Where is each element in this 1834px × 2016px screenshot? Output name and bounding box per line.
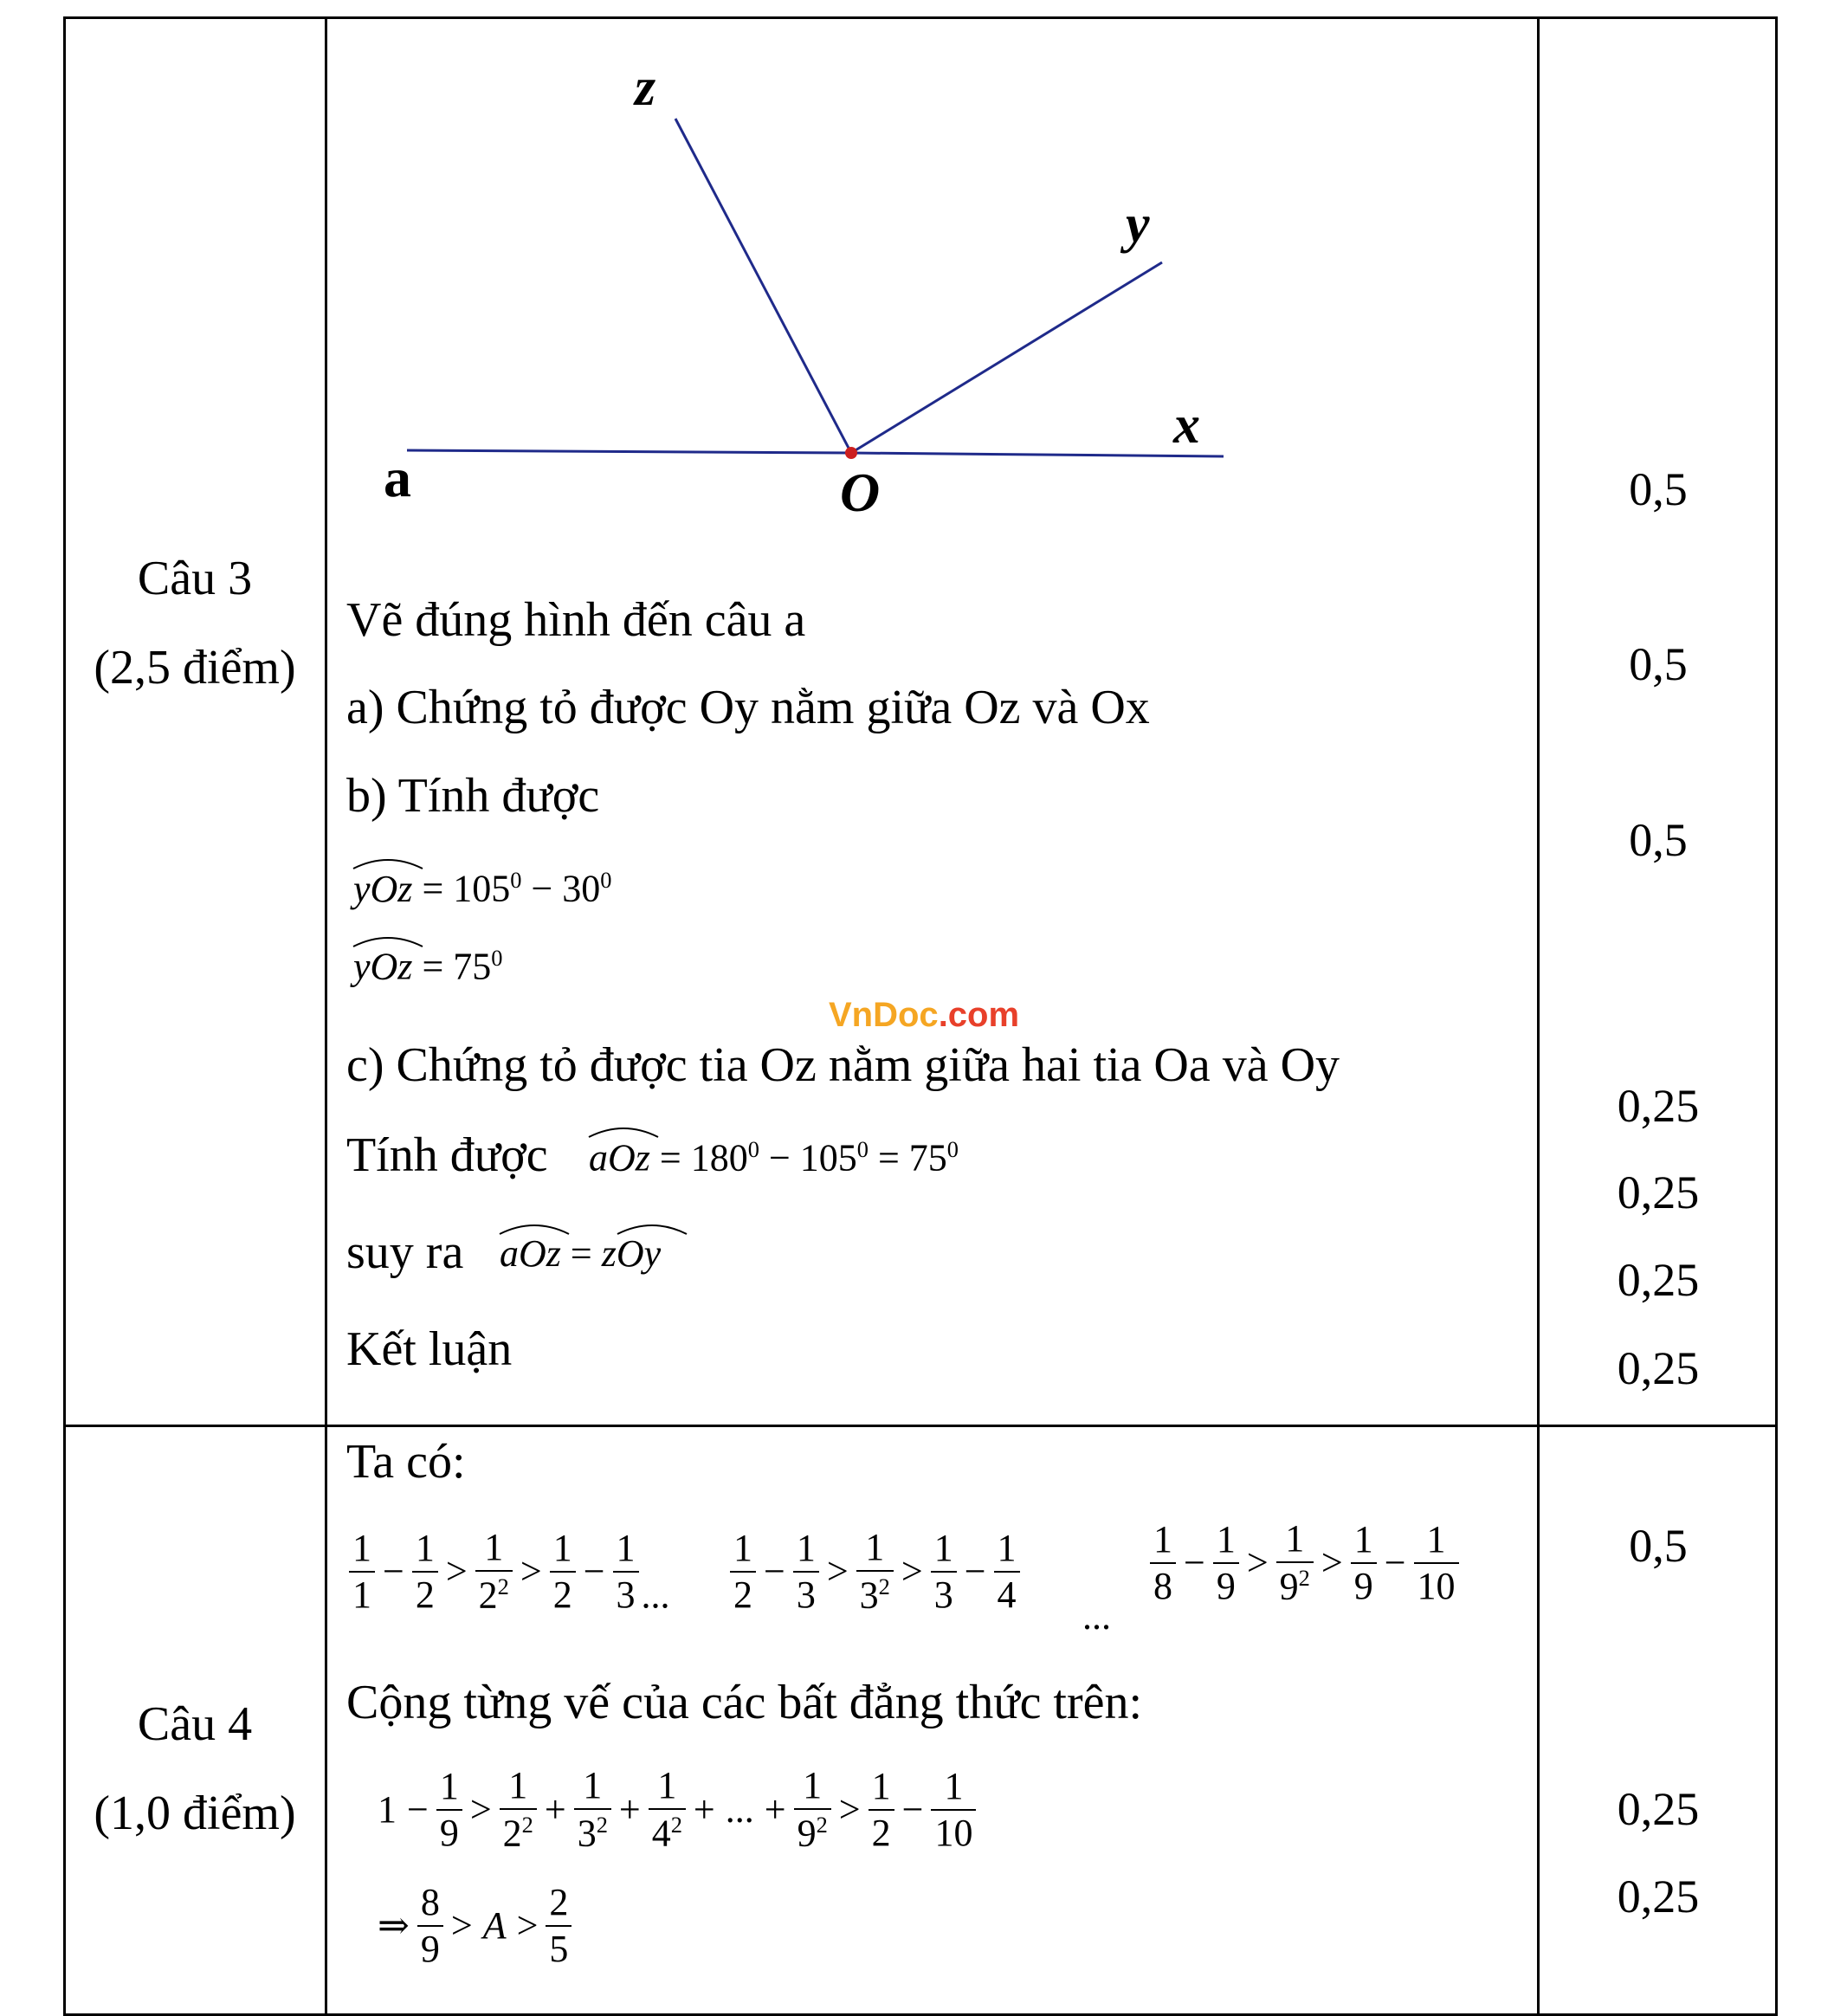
q3-calc-prefix: Tính được xyxy=(346,1128,548,1182)
eq2-angle: yOz xyxy=(353,945,413,988)
watermark-part2: .com xyxy=(938,996,1020,1034)
label-x: x xyxy=(1173,396,1200,455)
q4-dots-mid: ... xyxy=(1082,1595,1111,1638)
eq2-val: 75 xyxy=(453,945,492,988)
q3-score-4: 0,25 xyxy=(1617,1080,1700,1132)
q4-label: Câu 4 xyxy=(137,1697,253,1751)
label-z: z xyxy=(635,58,656,117)
calc-angle: aOz xyxy=(589,1136,650,1179)
watermark xyxy=(829,996,1019,1035)
table-border-middle xyxy=(63,1425,1778,1427)
watermark-part1: VnDoc xyxy=(829,996,939,1034)
calc-b: 105 xyxy=(799,1136,857,1179)
eq1-val-a: 105 xyxy=(453,867,511,910)
q3-score-1: 0,5 xyxy=(1629,463,1688,515)
q4-result: ⇒ $\frac{8}{9}$ > A > $\frac{2}{5}$ xyxy=(372,1884,574,1968)
eq1-val-b: 30 xyxy=(562,867,601,910)
q3-eq2: yOz = $75^0$ xyxy=(353,945,503,988)
calc-c: 75 xyxy=(908,1136,947,1179)
eq1-angle: yOz xyxy=(353,867,413,910)
label-a: a xyxy=(384,447,411,508)
q3-score-2: 0,5 xyxy=(1629,638,1688,690)
dots-1: ... xyxy=(641,1573,670,1617)
calc-a: 180 xyxy=(690,1136,748,1179)
q4-score-3: 0,25 xyxy=(1617,1871,1700,1922)
q4-sum-ineq: 1 − $\frac{1}{9}$ > $\frac{1}{2^2}$ + $\frac{1}{3^2}$ + $\frac{1}{4^2}$ + ... + $\frac{1}{9^2}$ > $\frac{1}{2}$ − $\frac{1}{10}$ xyxy=(372,1767,978,1853)
q4-score-2: 0,25 xyxy=(1617,1783,1700,1835)
q4-ineq-3: $\frac{1}{8}$ − $\frac{1}{9}$ > $\frac{1}{9^2}$ > $\frac{1}{9}$ − $\frac{1}{10}$ xyxy=(1147,1520,1462,1606)
q3-part-c: c) Chứng tỏ được tia Oz nằm giữa hai tia Oa và Oy xyxy=(346,1038,1340,1092)
q3-suy-prefix: suy ra xyxy=(346,1225,464,1279)
q3-suy-eq: aOz = zOy xyxy=(500,1232,662,1275)
q3-score-3: 0,5 xyxy=(1629,814,1688,866)
q4-points: (1,0 điểm) xyxy=(94,1787,296,1840)
q3-calc-eq: aOz = $180^0 - 105^0 = 75^0$ xyxy=(589,1136,959,1179)
q3-points: (2,5 điểm) xyxy=(94,641,296,695)
label-y: y xyxy=(1126,195,1150,254)
label-o: O xyxy=(840,462,881,523)
q4-ineq-1: $\frac{1}{1}$ − $\frac{1}{2}$ > $\frac{1}{2^2}$ > $\frac{1}{2}$ − $\frac{1}{3}$ ... xyxy=(346,1528,670,1615)
q3-score-5: 0,25 xyxy=(1617,1166,1700,1218)
q3-score-7: 0,25 xyxy=(1617,1342,1700,1394)
q4-score-1: 0,5 xyxy=(1629,1520,1688,1572)
q3-conclusion: Kết luận xyxy=(346,1322,513,1376)
q3-draw-line: Vẽ đúng hình đến câu a xyxy=(346,593,806,647)
q3-eq1: yOz = $105^0 - 30^0$ xyxy=(353,867,612,910)
q3-part-b: b) Tính được xyxy=(346,769,600,823)
q4-intro: Ta có: xyxy=(346,1435,466,1489)
q3-part-a: a) Chứng tỏ được Oy nằm giữa Oz và Ox xyxy=(346,681,1150,734)
suy-lhs: aOz xyxy=(500,1232,561,1275)
q4-add-line: Cộng từng vế của các bất đẳng thức trên: xyxy=(346,1676,1143,1729)
q3-label: Câu 3 xyxy=(137,552,253,605)
q4-ineq-2: $\frac{1}{2}$ − $\frac{1}{3}$ > $\frac{1}{3^2}$ > $\frac{1}{3}$ − $\frac{1}{4}$ xyxy=(727,1528,1023,1615)
q3-score-6: 0,25 xyxy=(1617,1254,1700,1306)
suy-rhs: zOy xyxy=(601,1232,662,1275)
